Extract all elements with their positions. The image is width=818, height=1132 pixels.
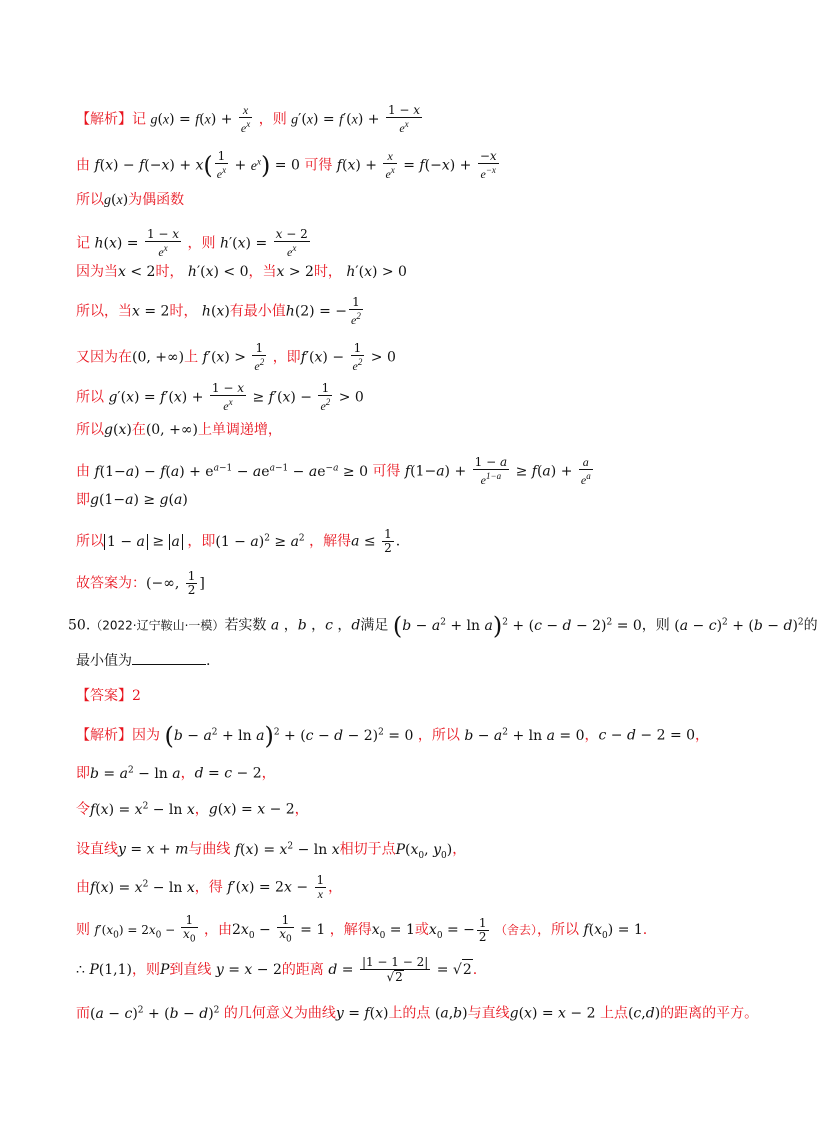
analysis-50-line-4: 设直线y = x + m与曲线 $f(x) = x^2 - \ln x$相切于点$P(x_0$, $y_0$)， [76,841,467,861]
analysis-line-9: 所以g(x)在(0, +∞)上单调递增， [76,422,282,438]
problem-50-line-1: 50.（2022·辽宁鞍山·一模）若实数 a ，b ，c ，d满足 $(b - a^2 + \ln a)^2 + (c - d - 2)^2 = 0$，则 $(a - c)^2 + (b - d)^2$的 [68,611,818,640]
analysis-label: 【解析】 [76,111,132,128]
analysis-50-line-7: ∴ P(1,1)，则P到直线 y = x − 2的距离 d = $\frac{|1 - 1 - 2|}{√2}$ = √2. [76,955,478,984]
analysis-50-line-6: 则 $f'(x_0) = 2x_0$ − $\frac{1}{x_0}$ ，由$2x_0$ − $\frac{1}{x_0}$ = 1 ，解得$x_0 = 1$或$x_0$ = − $\frac{1}{2}$ （舍去），所以 $f(x_0) = 1$. [76,913,648,945]
analysis-50-line-5: 由$f(x) = x^2 - \ln x$，得 f′(x) = 2x − $\frac{1}{x}$ ， [76,873,343,902]
analysis-line-12: 所以 1 − a ≥ a ，即$(1 - a)^2 \ge a^2$ ，解得a ≤ $\frac{1}{2}$ . [76,527,401,556]
problem-50-line-2: 最小值为 . [76,650,210,671]
analysis-line-4: 记 h(x) = $\frac{1 - x}{e^x}$ ，则 h′(x) = $\frac{x - 2}{e^x}$ [76,227,308,259]
analysis-line-2: 由 f(x) − f(−x) + x( $\frac{1}{e^x}$ + $e^x) = 0$ 可得 f(x) + $\frac{x}{e^x}$ = f(−x) + $\frac{-x}{e^{-x}}$ [76,149,497,181]
analysis-50-line-3: 令$f(x) = x^2 - \ln x$，g(x) = x − 2， [76,801,309,818]
analysis-line-6: 所以，当x = 2时， h(x)有最小值h(2) = − $\frac{1}{e^2}$ [76,295,361,327]
analysis-line-7: 又因为在(0, +∞)上 f′(x) > $\frac{1}{e^2}$ ，即f′(x) − $\frac{1}{e^2}$ > 0 [76,341,396,373]
analysis-line-10: 由 $f(1-a) - f(a) + e^{a-1} - ae^{a-1} - ae^{-a} \ge 0$ 可得 f(1−a) + $\frac{1 - a}{e^{1-a}}$ ≥ f(a) + $\frac{a}{e^a}$ [76,455,591,487]
answer-label: 【答案】 [76,688,132,704]
analysis-50-line-2: 即$b = a^2 - \ln a$，d = c − 2， [76,765,276,782]
analysis-line-13: 故答案为：(−∞, $\frac{1}{2}$ ] [76,569,205,597]
answer-value: 2 [132,688,141,704]
analysis-line-8: 所以 g′(x) = f′(x) + $\frac{1 - x}{e^x}$ ≥ f′(x) − $\frac{1}{e^2}$ > 0 [76,381,364,413]
analysis-line-11: 即g(1−a) ≥ g(a) [76,492,188,508]
analysis-line-5: 因为当x < 2时， h′(x) < 0，当x > 2时， h′(x) > 0 [76,264,407,280]
problem-source: （2022·辽宁鞍山·一模） [90,618,225,633]
analysis-line-1: 【解析】记 g(x) = f(x) + $\frac{x}{e^x}$ ，则 g′(x) = f′(x) + $\frac{1 - x}{e^x}$ [76,103,421,135]
analysis-50-line-1: 【解析】因为 $(b - a^2 + \ln a)^2 + (c - d - 2)^2 = 0$ ，所以 $b - a^2 + \ln a = 0$，c − d − 2 = 0， [76,721,710,750]
answer-line [76,686,141,706]
analysis-50-line-8: 而$(a - c)^2 + (b - d)^2$ 的几何意义为曲线y = f(x)上的点 (a,b)与直线g(x) = x − 2 上点(c,d)的距离的平方。 [76,1005,759,1022]
problem-number: 50. [68,617,91,634]
answer-blank [132,650,206,665]
analysis-line-3: 所以g(x)为偶函数 [76,192,185,208]
